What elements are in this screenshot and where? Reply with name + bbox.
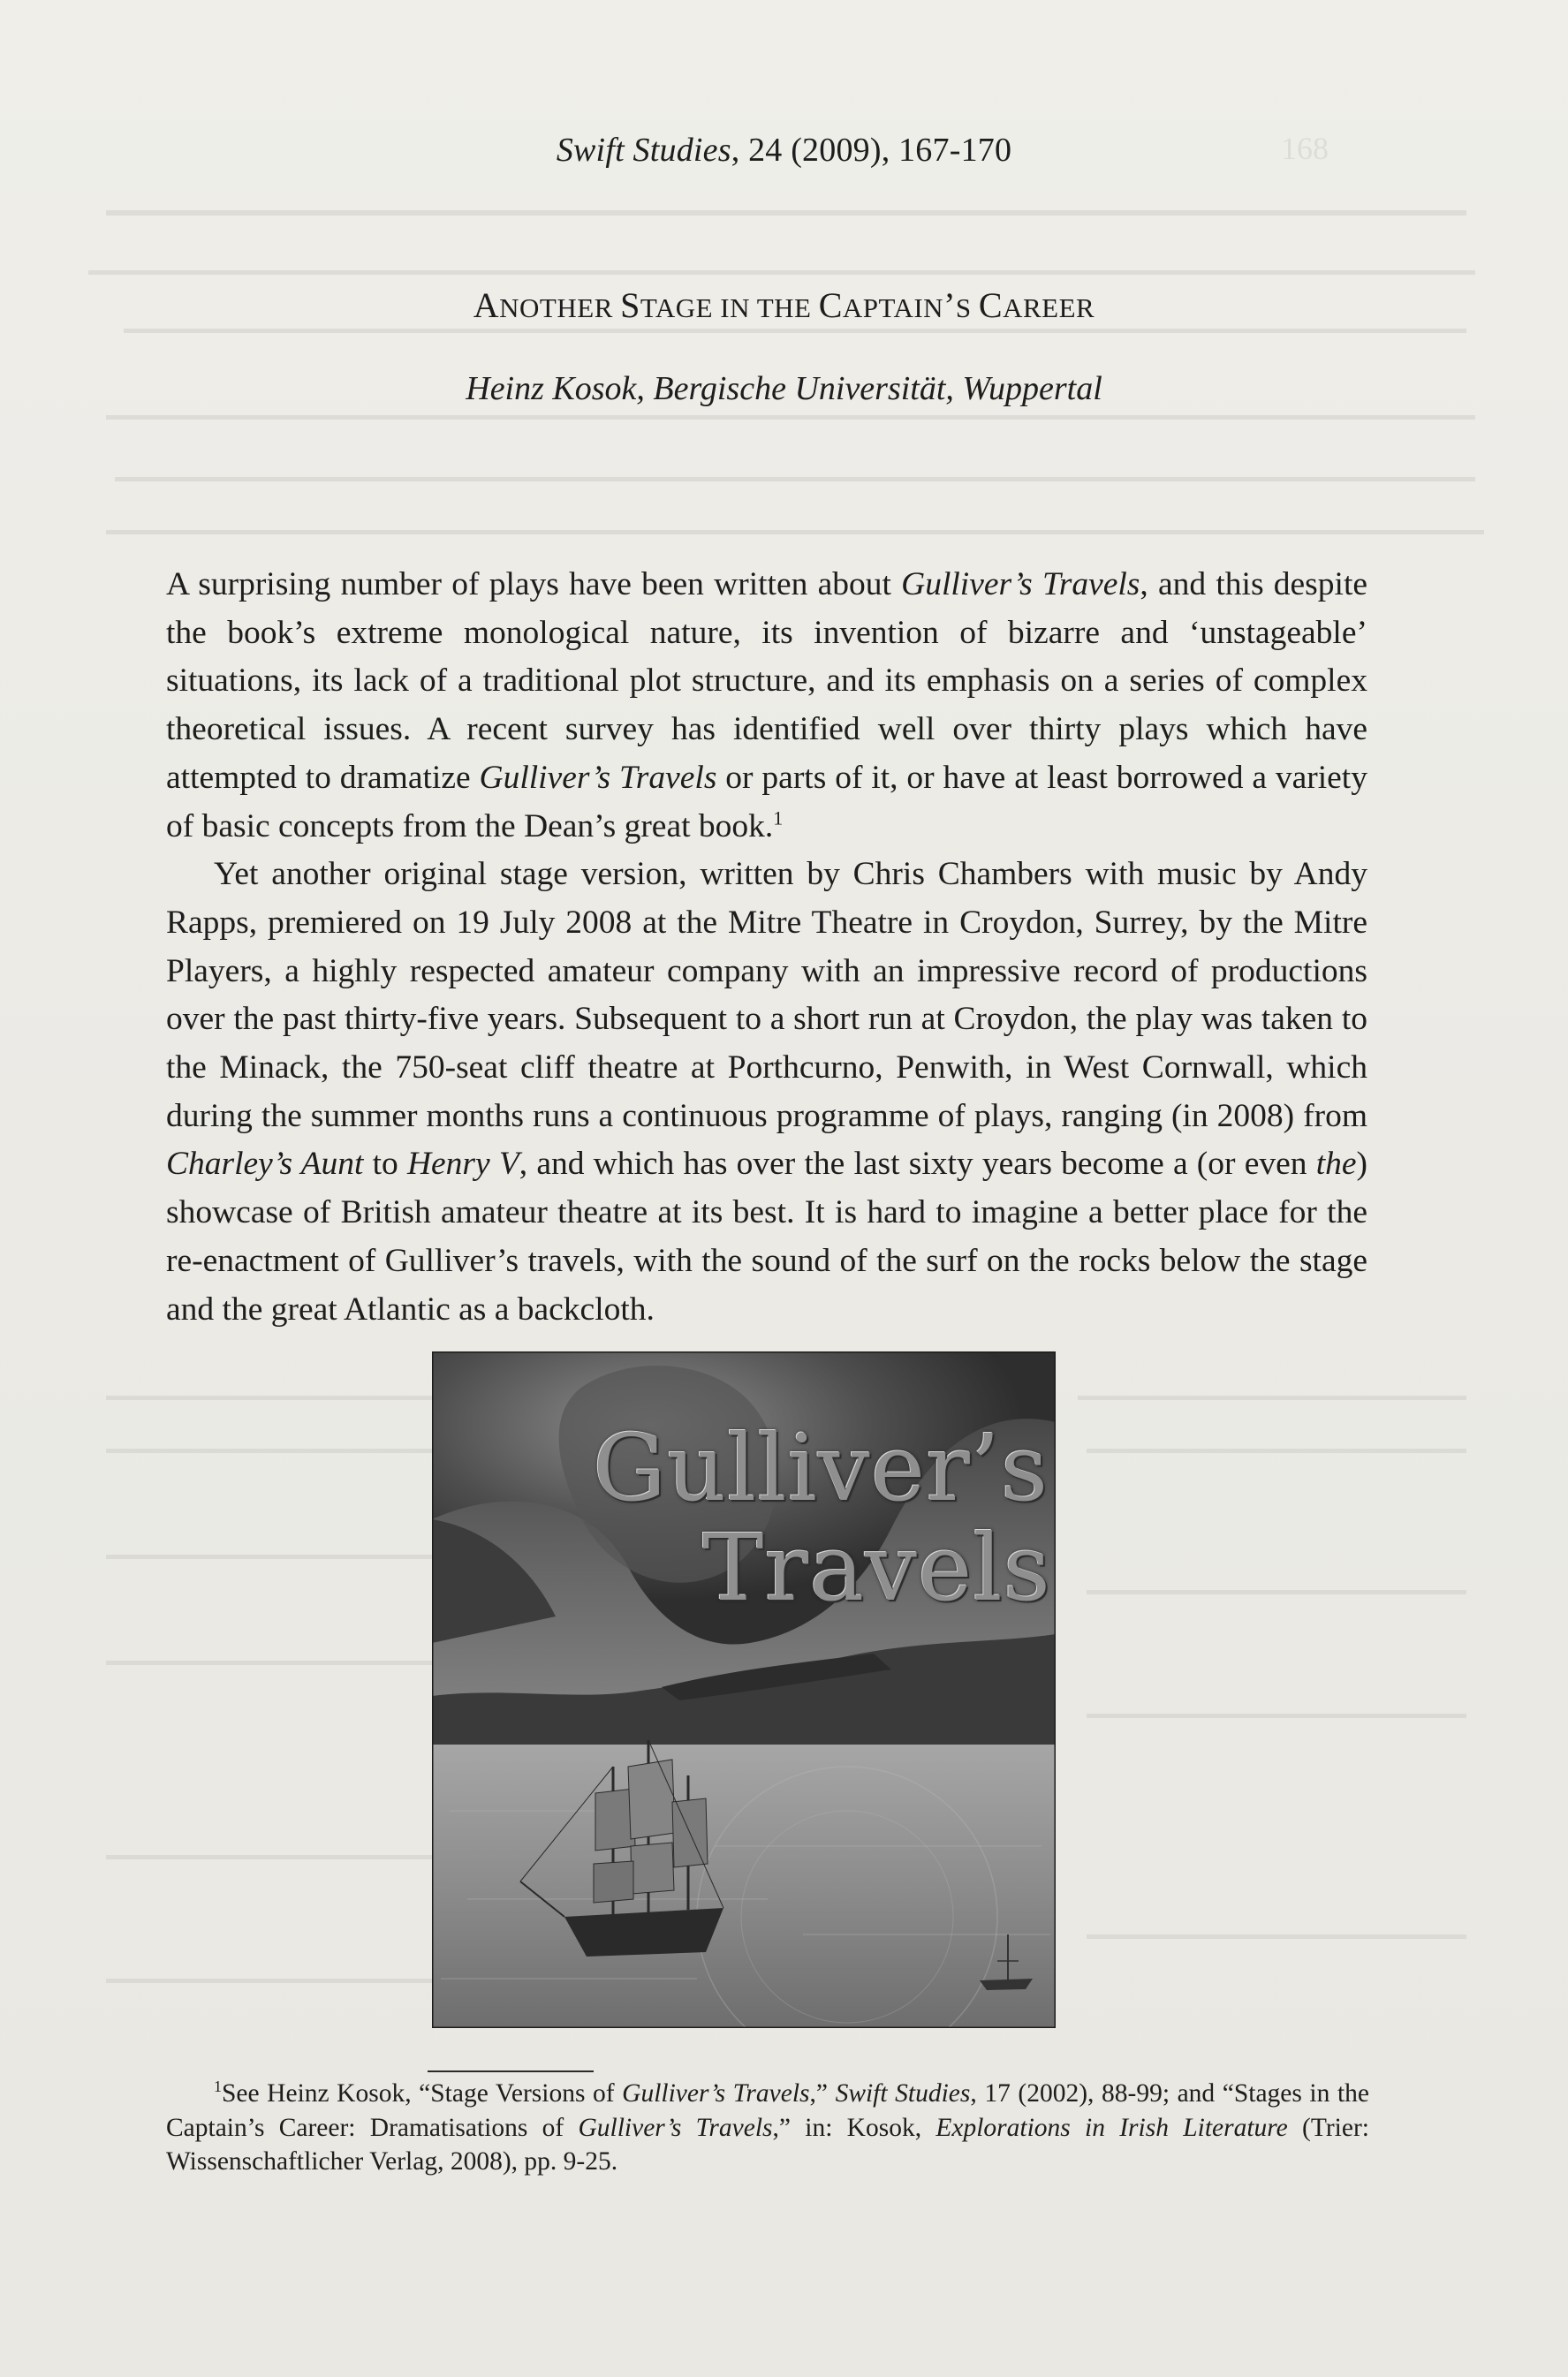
title-part: APTAIN [842,292,944,323]
journal-citation [0,131,1568,170]
italic-title: Gulliver’s Travels [622,2079,810,2108]
italic-title: Gulliver’s Travels [901,566,1140,602]
text-run: or parts of it, or have at least borrowed a variety of basic concepts from the Dean’s great book. [166,759,1367,844]
italic-title: Explorations in Irish Literature [935,2113,1288,2142]
footnote-text [166,2077,1369,2179]
text-run: Yet another original stage version, written by Chris Chambers with music by Andy Rapps, premiered on 19 July 2008 at the Mitre Theatre in Croydon, Surrey, by the Mitre Players, a highly respected amateur company with an impressive record of productions over the past thirty-five years. Subsequent to a short run at Croydon, the play was taken to the Minack, the 750-seat cliff theatre at Porthcurno, Penwith, in West Cornwall, which during the summer months runs a continuous programme of plays, ranging (in 2008) from [166,856,1367,1134]
text-run: A surprising number of plays have been written about [166,566,902,602]
poster-image [432,1351,1056,2028]
italic-title: Charley’s Aunt [166,1146,364,1183]
text-run: , 17 (2002), 88-99; and “Stages in the Captain’s Career: Dramatisations of [166,2079,1369,2142]
title-part: S [955,292,979,323]
footnote [166,2077,1369,2179]
article-title [0,284,1568,326]
text-run: ,” in: Kosok, [772,2113,936,2142]
journal-name: Swift Studies [556,132,731,169]
italic-title: Gulliver’s Travels [578,2113,773,2142]
paragraph [166,851,1367,1334]
article-author: Heinz Kosok, Bergische Universität, Wuppertal [466,370,1102,407]
italic-emphasis: the [1315,1146,1357,1183]
svg-text:168: 168 [1281,131,1329,166]
title-part: ’ [943,285,956,325]
text-run: ,” [809,2079,836,2108]
journal-volume-pages: , 24 (2009), 167-170 [731,132,1012,169]
title-part: S [620,285,640,325]
text-run: , and this despite the book’s extreme monological nature, its invention of bizarre and ‘unstageable’ situations, its lack of a traditional plot structure, and its emphasis on a series of complex theoretical issues. A recent survey has identified well over thirty plays which have attempted to dramatize [166,566,1368,796]
italic-title: Gulliver’s Travels [479,759,717,796]
italic-title: Swift Studies [835,2079,971,2108]
text-run: (Trier: Wissenschaftlicher Verlag, 2008), pp. 9-25. [166,2113,1369,2176]
title-part: TAGE IN THE [640,292,819,323]
text-run: to [363,1146,407,1183]
article-body [166,561,1367,1334]
title-part: C [978,285,1004,325]
text-run: ) showcase of British amateur theatre at its best. It is hard to imagine a better place for the re-enactment of Gulliver’s travels, with the sound of the surf on the rocks below the stage and the great Atlantic as a backcloth. [166,1146,1368,1328]
paragraph [166,561,1367,851]
footnote-divider [428,2070,594,2072]
title-part: NOTHER [499,292,621,323]
footnote-marker: 1 [214,2078,222,2096]
poster-title-line-2: Travels [702,1514,1052,1622]
text-run: See Heinz Kosok, “Stage Versions of [222,2079,623,2108]
text-run: , and which has over the last sixty years become a (or even [519,1146,1316,1183]
italic-title: Henry V [406,1146,519,1183]
footnote-reference[interactable]: 1 [773,806,784,829]
title-part: A [473,285,500,325]
title-part: AREER [1003,292,1095,323]
title-part: C [818,285,843,325]
poster-title-line-1: Gulliver’s [593,1414,1049,1522]
